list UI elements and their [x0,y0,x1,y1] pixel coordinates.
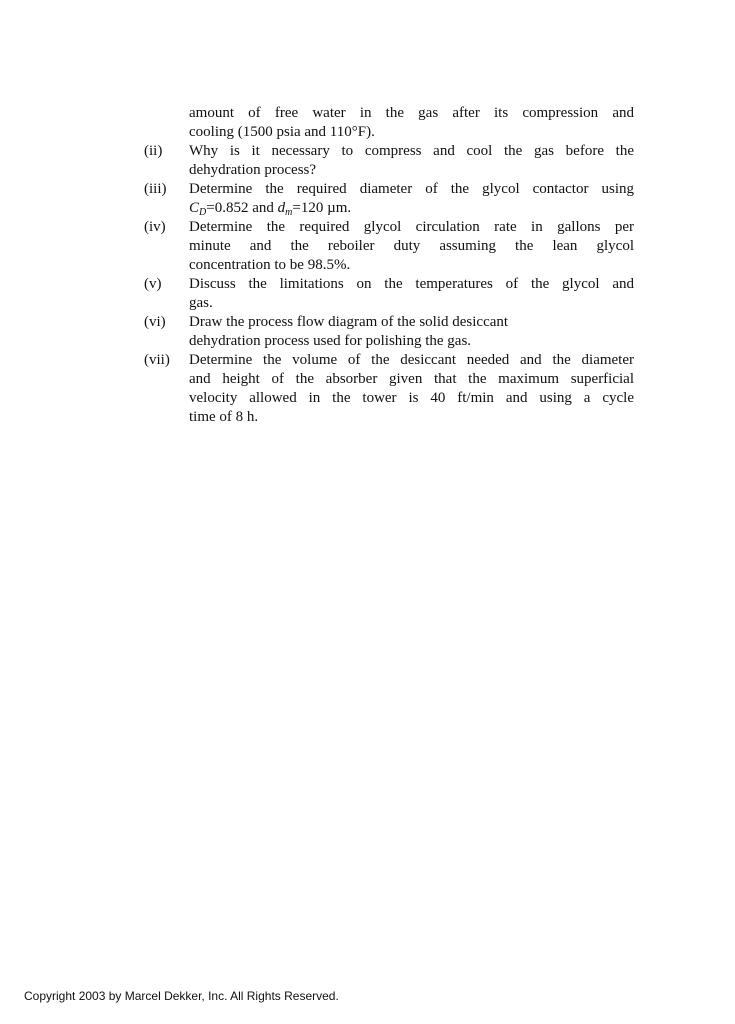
question-number: (v) [144,276,162,292]
text-line: dehydration process used for polishing the gas. [189,333,472,349]
question-number: (vi) [144,314,166,330]
text-line: concentration to be 98.5%. [189,257,351,273]
question-text [189,275,634,313]
question-text [189,313,634,351]
question-number: (iii) [144,181,167,197]
question-text [189,351,634,427]
question-text [189,218,634,275]
text-line: Determine the required diameter of the glycol contactor using [189,181,634,197]
text-line: Determine the required glycol circulation rate in gallons per [189,219,634,235]
text-line: minute and the reboiler duty assuming the lean glycol [189,238,634,254]
dm-symbol: d [277,200,286,216]
text-line: and height of the absorber given that the maximum superficial [189,371,634,387]
text-line: Determine the volume of the desiccant needed and the diameter [189,352,634,368]
text-line: time of 8 h. [189,409,259,425]
cd-symbol: C [189,200,200,216]
formula-line [189,199,634,218]
cd-value: =0.852 [206,200,249,216]
question-text [189,180,634,218]
text-line: cooling (1500 psia and 110°F). [189,124,375,140]
dm-subscript: m [285,207,293,218]
text-line: Discuss the limitations on the temperatures of the glycol and [189,276,634,292]
question-number: (vii) [144,352,170,368]
question-list [144,104,634,427]
cd-subscript: D [199,207,207,218]
question-text [189,142,634,180]
dm-value: =120 µm. [292,200,352,216]
text-line: amount of free water in the gas after its compression and [189,105,634,121]
question-i-continuation [144,104,634,142]
question-v [144,275,634,313]
text-line: Why is it necessary to compress and cool the gas before the [189,143,634,159]
question-number: (ii) [144,143,163,159]
text-line: gas. [189,295,213,311]
question-number: (iv) [144,219,166,235]
text-line: Draw the process flow diagram of the solid desiccant [189,314,509,330]
text-line: velocity allowed in the tower is 40 ft/min and using a cycle [189,390,634,406]
question-iv [144,218,634,275]
question-ii [144,142,634,180]
question-vi [144,313,634,351]
copyright-footer: Copyright 2003 by Marcel Dekker, Inc. All Rights Reserved. [24,989,339,1003]
text-line: dehydration process? [189,162,317,178]
question-vii [144,351,634,427]
and-word: and [252,200,274,216]
question-iii [144,180,634,218]
